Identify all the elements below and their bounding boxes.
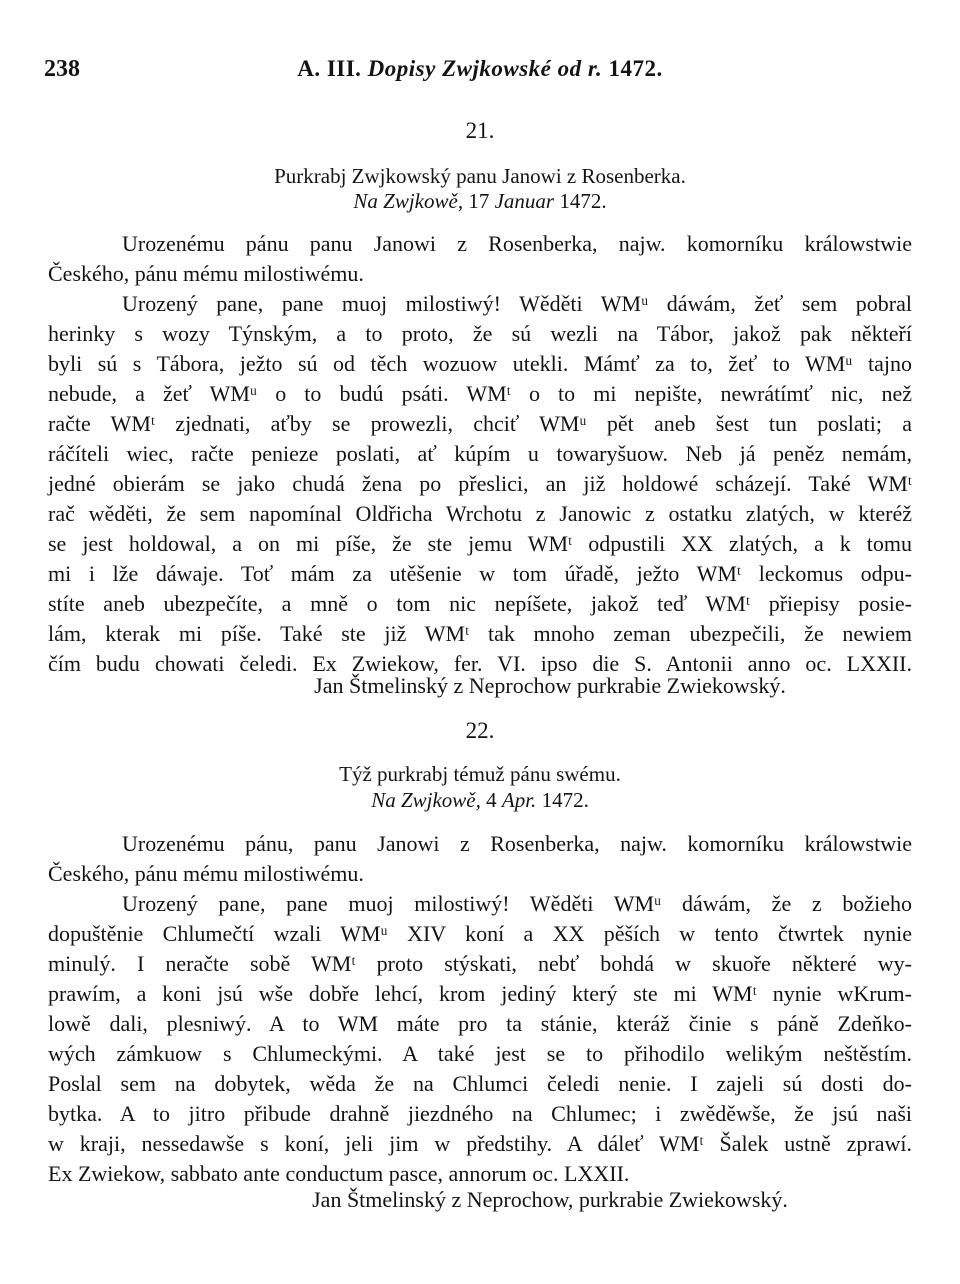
letter-signature: Jan Štmelinský z Neprochow, purkrabie Zwiekowský. bbox=[312, 1187, 788, 1212]
letter-title: Purkrabj Zwjkowský panu Janowi z Rosenberka. bbox=[274, 164, 686, 188]
letter-place-date bbox=[0, 189, 960, 214]
text-line: mi i lže dáwaje. Toť mám za utěšenie w tom úřadě, ježto WMᵗ leckomus odpu- bbox=[48, 561, 912, 586]
text-line: w kraji, nessedawše s koní, jeli jim w předstihy. A dáleť WMᵗ Šalek ustně zprawí. bbox=[48, 1131, 912, 1156]
letter-month: Januar bbox=[494, 189, 555, 213]
letter-day: 17 bbox=[468, 189, 490, 213]
text-line: Ex Zwiekow, sabbato ante conductum pasce, annorum oc. LXXII. bbox=[48, 1161, 630, 1186]
text-line: Urozenému pánu panu Janowi z Rosenberka, najw. komorníku králowstwie bbox=[122, 231, 912, 256]
text-line: jedné obierám se jako chudá žena po přeslici, an již holdowé scházejí. Také WMᵗ bbox=[48, 471, 912, 496]
text-line: bytka. A to jitro přibude drahně jiezdného na Chlumec; i zwěděwše, že jsú naši bbox=[48, 1101, 912, 1126]
running-title-prefix: A. III. bbox=[297, 56, 362, 81]
text-line: minulý. I neračte sobě WMᵗ proto stýskati, nebť bohdá w skuoře některé wy- bbox=[48, 951, 912, 976]
text-line: ráčíteli wiec, račte penieze poslati, ať kúpím u towaryšuow. Neb já peněz nemám, bbox=[48, 441, 912, 466]
page-header bbox=[44, 56, 916, 90]
text-line: lowě dali, plesniwý. A to WM máte pro ta stánie, kteráž činie s páně Zdeňko- bbox=[48, 1011, 912, 1036]
text-line: herinky s wozy Týnským, a to proto, že sú wezli na Tábor, jakož pak někteří bbox=[48, 321, 912, 346]
text-line: Českého, pánu mému milostiwému. bbox=[48, 261, 364, 286]
text-line: se jest holdowal, a on mi píše, že ste jemu WMᵗ odpustili XX zlatých, a k tomu bbox=[48, 531, 912, 556]
letter-title: Týž purkrabj témuž pánu swému. bbox=[339, 762, 621, 786]
text-line: Urozenému pánu, panu Janowi z Rosenberka, najw. komorníku králowstwie bbox=[122, 831, 912, 856]
text-line: Urozený pane, pane muoj milostiwý! Wěděti WMᵘ dáwám, žeť sem pobral bbox=[122, 291, 912, 316]
letter-month: Apr. bbox=[501, 788, 537, 812]
text-line: dopuštěnie Chlumečtí wzali WMᵘ XIV koní a XX pěších w tento čtwrtek nynie bbox=[48, 921, 912, 946]
text-line: Poslal sem na dobytek, wěda že na Chlumci čeledi nenie. I zajeli sú dosti do- bbox=[48, 1071, 912, 1096]
letter-place: Na Zwjkowě, bbox=[371, 788, 481, 812]
text-line: rač wěděti, že sem napomínal Oldřicha Wrchotu z Janowic z ostatku zlatých, w kteréž bbox=[48, 501, 912, 526]
text-line: Urozený pane, pane muoj milostiwý! Wěděti WMᵘ dáwám, že z božieho bbox=[122, 891, 912, 916]
text-line: čím budu chowati čeledi. Ex Zwiekow, fer. VI. ipso die S. Antonii anno oc. LXXII. bbox=[48, 651, 912, 676]
text-line: lám, kterak mi píše. Také ste již WMᵗ tak mnoho zeman ubezpečili, že newiem bbox=[48, 621, 912, 646]
text-line: stíte aneb ubezpečíte, a mně o tom nic nepíšete, jakož teď WMᵗ přiepisy posie- bbox=[48, 591, 912, 616]
letter-signature: Jan Štmelinský z Neprochow purkrabie Zwiekowský. bbox=[314, 673, 786, 698]
letter-year: 1472. bbox=[559, 189, 607, 213]
text-line: byli sú s Tábora, ježto sú od těch wozuow utekli. Mámť za to, žeť to WMᵘ tajno bbox=[48, 351, 912, 376]
letter-number: 21. bbox=[465, 118, 495, 143]
text-line: wých zámkuow s Chlumeckými. A také jest se to přihodilo welikým neštěstím. bbox=[48, 1041, 912, 1066]
letter-place-date bbox=[0, 788, 960, 813]
text-line: prawím, a koni jsú wše dobře lehcí, krom jediný který ste mi WMᵗ nynie wKrum- bbox=[48, 981, 912, 1006]
running-title-year: 1472. bbox=[608, 56, 663, 81]
text-line: račte WMᵗ zjednati, aťby se prowezli, chciť WMᵘ pět aneb šest tun poslati; a bbox=[48, 411, 912, 436]
text-line: Českého, pánu mému milostiwému. bbox=[48, 861, 364, 886]
letter-place: Na Zwjkowě, bbox=[353, 189, 464, 213]
running-title-italic: Dopisy Zwjkowské od r. bbox=[367, 56, 603, 81]
letter-number: 22. bbox=[465, 718, 495, 743]
text-line: nebude, a žeť WMᵘ o to budú psáti. WMᵗ o to mi nepište, newrátímť nic, než bbox=[48, 381, 912, 406]
running-title bbox=[44, 56, 916, 82]
page-number: 238 bbox=[44, 56, 80, 82]
letter-day: 4 bbox=[486, 788, 497, 812]
letter-year: 1472. bbox=[541, 788, 589, 812]
